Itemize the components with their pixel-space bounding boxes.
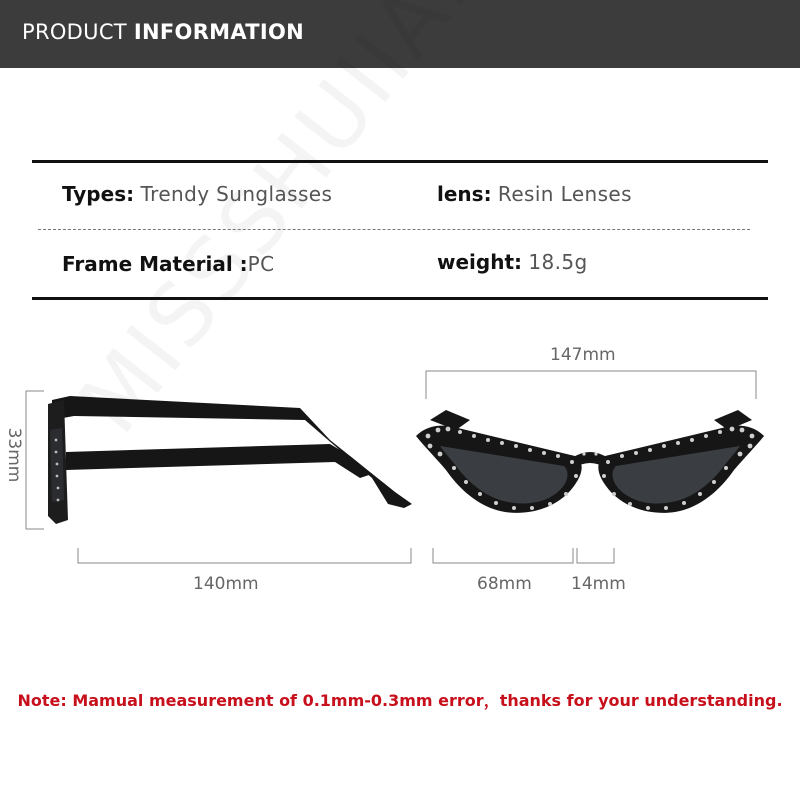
spec-types-value: Trendy Sunglasses [140, 182, 333, 206]
dimension-temple-length: 140mm [193, 574, 259, 594]
sunglasses-side-view-icon [48, 396, 412, 524]
title-bold: INFORMATION [133, 20, 305, 44]
spec-lens-value: Resin Lenses [497, 182, 632, 206]
spec-weight-label: weight: [437, 250, 523, 274]
measurement-note: Note: Mamual measurement of 0.1mm-0.3mm error，thanks for your understanding. [17, 691, 783, 710]
spec-frame-value: PC [247, 252, 275, 276]
dimension-lens-width: 68mm [477, 574, 532, 594]
cat-eye-sunglasses-front-icon [416, 410, 764, 513]
dimension-bridge: 14mm [571, 574, 626, 594]
spec-lens-label: lens: [437, 182, 492, 206]
spec-weight-value: 18.5g [528, 250, 588, 274]
spec-frame-label: Frame Material : [62, 252, 248, 276]
dimension-total-width: 147mm [550, 345, 616, 365]
spec-types-label: Types: [62, 182, 135, 206]
title-regular: PRODUCT [22, 20, 134, 44]
dimension-height: 33mm [4, 427, 24, 483]
